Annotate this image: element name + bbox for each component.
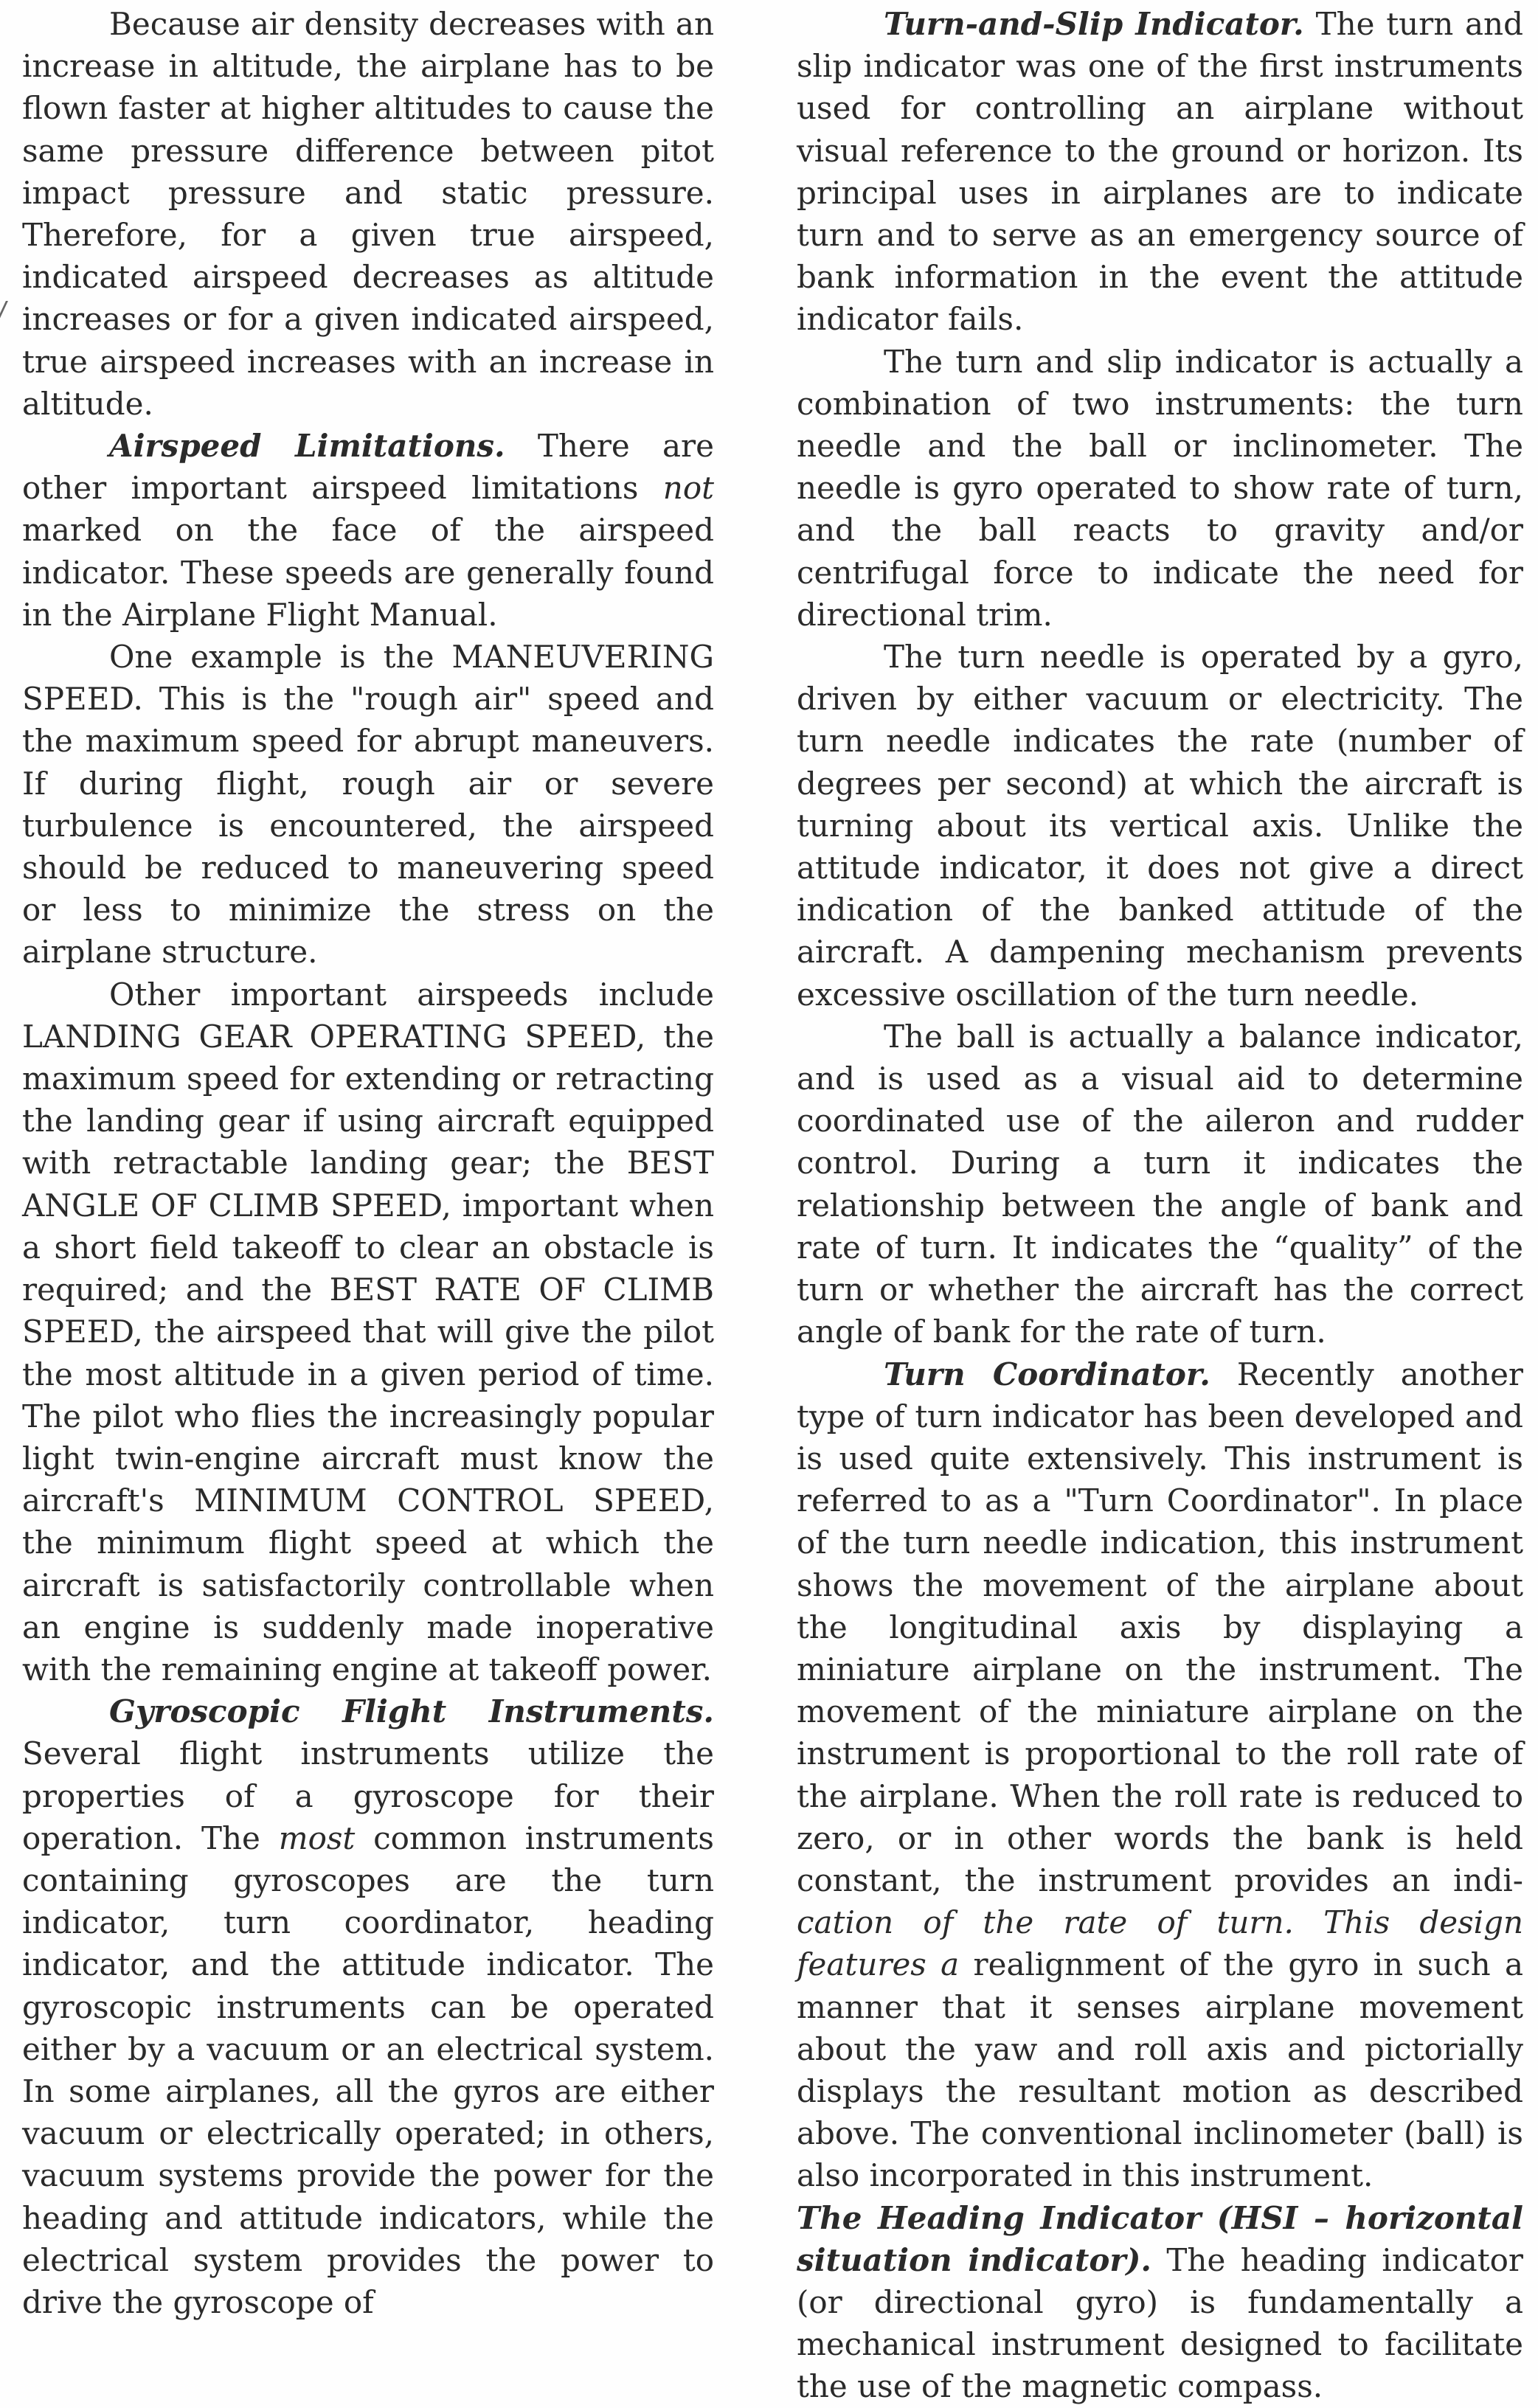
section-heading-turn-coordinator: Turn Coordinator. [884, 1356, 1210, 1392]
paragraph-heading-indicator [797, 2197, 1523, 2408]
paragraph-text: The turn needle is operated by a gyro, driven by either vacuum or electricity. The turn needle indicates the rate (number of degrees per second) at which the aircraft is turning about its vertical axis. Unlike the attitude indicator, it does not give a direct indication of the banked attitude of the aircraft. A dampening mechanism prevents excessive oscillation of the turn needle. [797, 639, 1523, 1013]
paragraph-text: realignment of the gyro in such a manner that it senses airplane movement about the yaw and roll axis and pictorially displays the resultant motion as described above. The conventional inclinometer (ball) is also incorporated in this instrument. [797, 1946, 1523, 2194]
paragraph-text: common instruments containing gyroscopes are the turn indicator, turn coordinator, heading indicator, and the attitude indicator. The gyroscopic instruments can be operated either by a vacuum or an electrical system. In some airplanes, all the gyros are either vacuum or electrically operated; in others, vacuum systems provide the power for the heading and attitude indicators, while the electrical system provides the power to drive the gyroscope of [22, 1819, 714, 2320]
right-column [797, 3, 1523, 2408]
emphasis-text: cation of the rate of turn. This design features a [797, 1904, 1523, 1983]
emphasis-text: most [278, 1819, 356, 1856]
page-edge-mark [0, 301, 17, 326]
paragraph-text: The ball is actually a balance indicator, and is used as a visual aid to determine coordinated use of the aileron and rudder control. During a turn it indicates the relationship between the angle of bank and rate of turn. It indicates the “quality” of the turn or whether the aircraft has the correct angle of bank for the rate of turn. [797, 1018, 1523, 1350]
paragraph-text: The turn and slip indicator is actually a combination of two instruments: the turn needle and the ball or inclinometer. The needle is gyro operated to show rate of turn, and the ball reacts to gravity and/or centrifugal force to indicate the need for directional trim. [797, 343, 1523, 633]
paragraph-airspeed-limitations [22, 425, 714, 636]
paragraph-air-density [22, 3, 714, 425]
paragraph-text: There are other important airspeed limitations [22, 428, 714, 507]
paragraph-turn-and-slip [797, 3, 1523, 341]
section-heading-turn-and-slip-indicator: Turn-and-Slip Indicator. [884, 6, 1304, 42]
paragraph-text: Recently another type of turn indicator has been developed and is used quite extensively. This instrument is referred to as a "Turn Coordinator". In place of the turn needle indication, this instrument shows the movement of the airplane about the longitudinal axis by displaying a miniature airplane on the instrument. The movement of the miniature airplane on the instrument is proportional to the roll rate of the airplane. When the roll rate is reduced to zero, or in other words the bank is held constant, the instrument provides an indi- [797, 1356, 1523, 1898]
emphasis-text: not [662, 470, 714, 507]
paragraph-text: The heading indicator (or directional gyro) is fundamentally a mechanical instrument designed to facilitate the use of the magnetic compass. [797, 2241, 1523, 2405]
section-heading-airspeed-limitations: Airspeed Limitations. [109, 428, 505, 465]
paragraph-turn-needle [797, 636, 1523, 1016]
paragraph-other-airspeeds [22, 974, 714, 1690]
paragraph-text: Because air density decreases with an increase in altitude, the airplane has to be flown faster at higher altitudes to cause the same pressure difference between pitot impact pressure and static pressure. Therefore, for a given true airspeed, indicated airspeed decreases as altitude increases or for a given indicated airspeed, true airspeed increases with an increase in altitude. [22, 6, 714, 422]
section-heading-heading-indicator: The Heading Indicator (HSI – horizontal situation indicator). [797, 2199, 1523, 2278]
paragraph-text: marked on the face of the airspeed indicator. These speeds are generally found in the Airplane Flight Manual. [22, 512, 714, 633]
paragraph-text: One example is the MANEUVERING SPEED. This is the "rough air" speed and the maximum speed for abrupt maneuvers. If during flight, rough air or severe turbulence is encountered, the airspeed should be reduced to maneuvering speed or less to minimize the stress on the airplane structure. [22, 639, 714, 971]
section-heading-gyroscopic-flight-instruments: Gyroscopic Flight Instruments. [109, 1693, 714, 1730]
paragraph-text: Other important airspeeds include LANDING GEAR OPERATING SPEED, the maximum speed for extending or retracting the landing gear if using aircraft equipped with retractable landing gear; the BEST ANGLE OF CLIMB SPEED, important when a short field takeoff to clear an obstacle is required; and the BEST RATE OF CLIMB SPEED, the airspeed that will give the pilot the most altitude in a given period of time. The pilot who flies the increasingly popular light twin-engine aircraft must know the aircraft's MINIMUM CONTROL SPEED, the minimum flight speed at which the aircraft is satisfactorily controllable when an engine is suddenly made inoperative with the remaining engine at takeoff power. [22, 976, 714, 1687]
paragraph-turn-and-slip-combination [797, 341, 1523, 636]
left-column [22, 3, 714, 2323]
paragraph-text: Several flight instruments utilize the properties of a gyroscope for their operation. The [22, 1735, 714, 1856]
paragraph-ball-indicator [797, 1016, 1523, 1353]
paragraph-text: The turn and slip indicator was one of the first instruments used for controlling an airplane without visual reference to the ground or horizon. Its principal uses in airplanes are to indicate turn and to serve as an emergency source of bank information in the event the attitude indicator fails. [797, 6, 1523, 338]
paragraph-gyroscopic-instruments [22, 1690, 714, 2323]
paragraph-turn-coordinator [797, 1353, 1523, 2197]
paragraph-maneuvering-speed [22, 636, 714, 974]
